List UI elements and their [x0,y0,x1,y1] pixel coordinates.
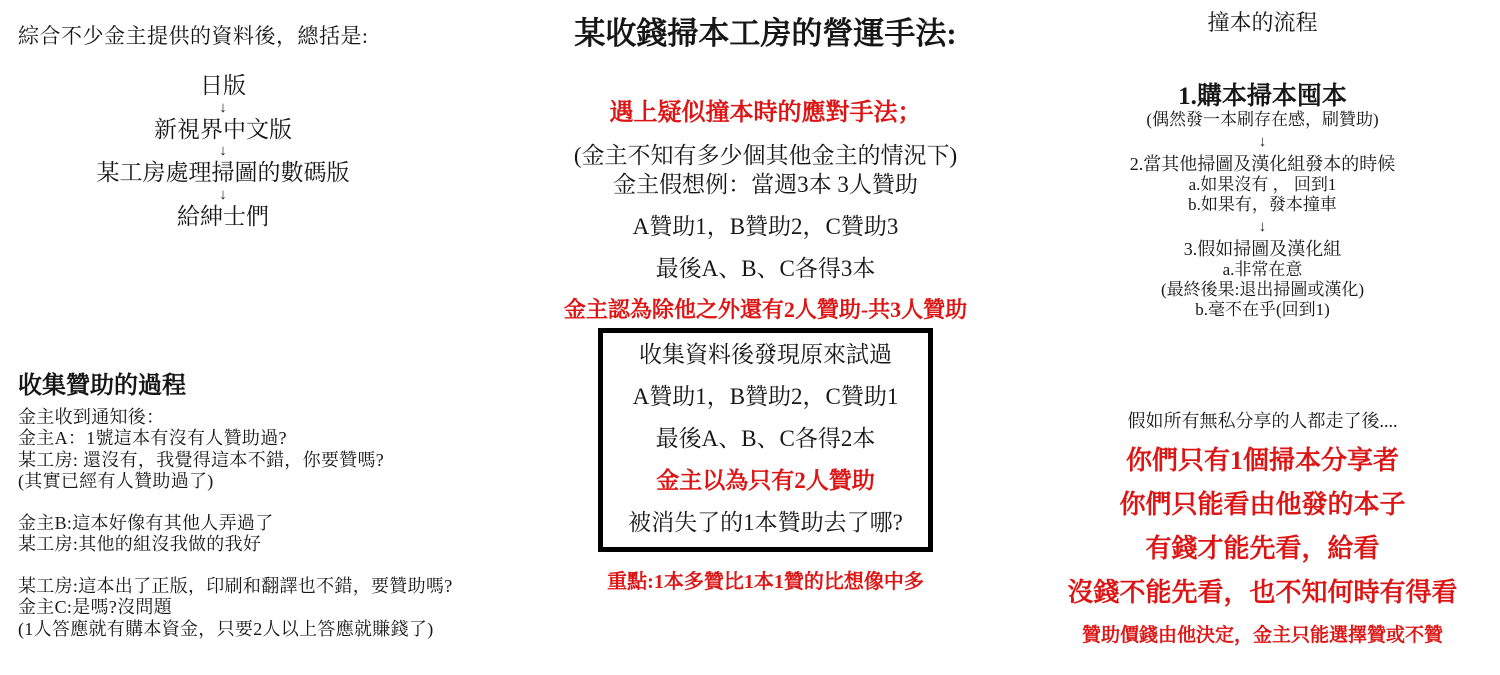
box-line-missing-question: 被消失了的1本贊助去了哪? [628,509,903,535]
flow-step-3a-note: (最終後果:退出掃圖或漢化) [1160,280,1365,299]
source-flowchart [18,72,428,230]
warning-line-2: 你們只能看由他發的本子 [1119,490,1406,519]
dialog-line: 某工房:其他的組沒我做的我好 [18,534,262,555]
workshop-method-title: 某收錢掃本工房的營運手法: [574,16,957,51]
aftermath-section [1040,410,1485,648]
down-arrow-icon: ↓ [1258,134,1267,150]
flow-step-workshop-digital-edition: 某工房處理掃圖的數碼版 [96,160,350,186]
warning-line-small: 贊助價錢由他決定，金主只能選擇贊或不贊 [1081,625,1443,646]
box-line-discovery: 收集資料後發現原來試過 [639,341,892,367]
warning-line-4: 沒錢不能先看，也不知何時有得看 [1067,578,1458,607]
box-line-belief: 金主以為只有2人贊助 [656,467,875,493]
dialog-line: 某工房: 還沒有，我覺得這本不錯，你要贊嗎? [18,449,385,470]
flow-step-1-note: (偶然發一本刷存在感，刷贊助) [1146,110,1379,129]
result-line: 最後A、B、C各得3本 [655,255,876,281]
down-arrow-icon: ↓ [219,186,227,203]
assumption-example: 金主假想例：當週3本 3人贊助 [613,171,918,197]
box-line-actual-result: 最後A、B、C各得2本 [655,425,876,451]
assumption-block [528,141,1003,199]
left-column [18,24,503,664]
flow-step-2: 2.當其他掃圖及漢化組發本的時候 [1129,154,1396,174]
flow-step-chinese-edition: 新視界中文版 [154,116,292,142]
dialog-line: 金主C:是嗎?沒問題 [18,597,172,618]
dialog-line: 金主B:這本好像有其他人弄過了 [18,512,274,533]
dialog-paragraph [18,576,503,641]
middle-column [528,16,1003,594]
down-arrow-icon: ↓ [219,99,227,116]
dialog-line: (1人答應就有購本資金，只要2人以上答應就賺錢了) [18,618,434,639]
warning-line-1: 你們只有1個掃本分享者 [1125,446,1399,475]
warning-line-3: 有錢才能先看，給看 [1145,534,1380,563]
sponsorship-process-section [18,373,503,660]
dialog-line: 金主A：1號這本有沒有人贊助過? [18,428,287,449]
flow-step-3: 3.假如掃圖及漢化組 [1183,239,1342,259]
flow-step-to-gentlemen: 給紳士們 [177,203,269,229]
flow-step-3b: b.毫不在乎(回到1) [1195,300,1330,319]
down-arrow-icon: ↓ [1258,219,1267,235]
key-point-footnote: 重點:1本多贊比1本1贊的比想像中多 [607,570,924,593]
dialog-line: 金主收到通知後： [18,406,165,427]
dialog-paragraph [18,407,503,493]
aftermath-intro: 假如所有無私分享的人都走了後.... [1127,411,1398,431]
reality-box [598,328,933,552]
sponsor-counts-line: A贊助1，B贊助2，C贊助3 [632,213,899,239]
dialog-line: 某工房:這本出了正版，印刷和翻譯也不錯，要贊助嗎? [18,575,453,596]
source-summary-section [18,24,503,231]
collision-flow-title: 撞本的流程 [1207,10,1318,35]
summary-heading: 綜合不少金主提供的資料後，總括是: [18,24,369,48]
process-heading: 收集贊助的過程 [18,373,186,399]
collision-response-subtitle: 遇上疑似撞本時的應對手法； [609,99,922,126]
flow-step-2b: b.如果有，發本撞車 [1188,195,1337,214]
dialog-paragraph [18,513,503,556]
flow-step-2a: a.如果沒有 ， 回到1 [1188,175,1337,194]
flow-step-japanese-edition: 日版 [200,73,246,99]
flow-step-3a: a.非常在意 [1222,260,1303,279]
box-line-actual-counts: A贊助1，B贊助2，C贊助1 [632,383,899,409]
sponsor-belief-line: 金主認為除他之外還有2人贊助-共3人贊助 [563,296,968,322]
collision-flowchart [1040,83,1485,320]
down-arrow-icon: ↓ [219,143,227,160]
right-column [1040,10,1485,670]
dialog-line: (其實已經有人贊助過了) [18,471,214,492]
assumption-note: (金主不知有多少個其他金主的情況下) [573,142,958,168]
flow-step-1: 1.購本掃本囤本 [1178,83,1347,110]
